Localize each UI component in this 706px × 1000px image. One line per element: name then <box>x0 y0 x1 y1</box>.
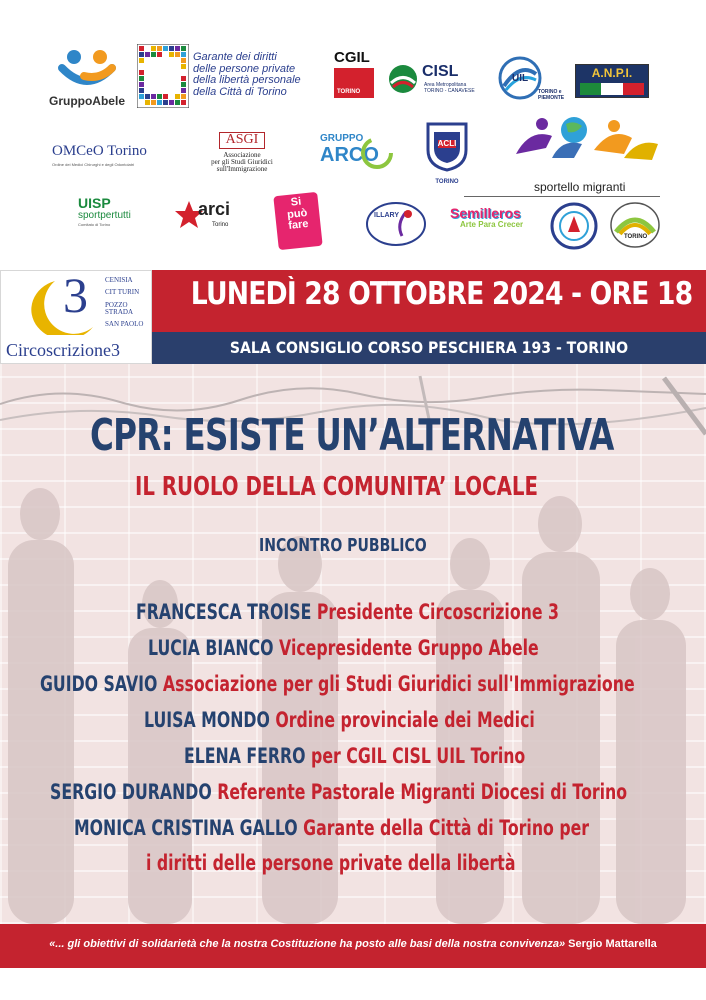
speaker-row <box>74 816 589 840</box>
cgil-logo <box>334 50 376 108</box>
area-cit-turin: CIT TURIN <box>105 288 140 297</box>
speaker-role: Presidente Circoscrizione 3 <box>316 600 559 624</box>
acli-label: ACLI <box>437 139 457 148</box>
speaker-row <box>144 708 535 732</box>
speaker-name: ELENA FERRO <box>184 744 306 768</box>
circoscrizione-logo <box>0 267 152 364</box>
circoscrizione-number: 3 <box>63 267 88 323</box>
speaker-row <box>136 600 559 624</box>
speaker-role: per CGIL CISL UIL Torino <box>311 744 526 768</box>
acli-sub: TORINO <box>435 179 459 185</box>
uisp-sub-2: Comitato di Torino <box>78 222 111 228</box>
sponsor-logos <box>0 0 706 262</box>
illary-flower-icon <box>366 202 426 246</box>
semilleros-label: Semilleros <box>450 205 521 221</box>
cisl-sub-2: TORINO - CANAVESE <box>424 88 475 94</box>
logo-divider-line <box>464 196 660 197</box>
uil-logo <box>498 56 564 106</box>
semilleros-sub: Arte Para Crecer <box>460 219 524 229</box>
illary-label: ILLARY <box>374 212 400 219</box>
speaker-row <box>40 672 635 696</box>
circoscrizione-areas <box>105 277 151 329</box>
uisp-logo <box>78 196 148 236</box>
torino-badge-logo <box>610 202 660 248</box>
asgi-sub-3: sull'Immigrazione <box>216 165 268 174</box>
asgi-label: ASGI <box>219 132 266 149</box>
event-venue: SALA CONSIGLIO CORSO PESCHIERA 193 - TORINO <box>229 338 629 357</box>
si-puo-fare-logo <box>273 192 322 250</box>
cisl-sub-1: Area Metropolitana <box>424 82 467 88</box>
speaker-role-continuation: i diritti delle persone private della libertà <box>146 851 516 875</box>
si-puo-fare-2: può <box>286 206 308 221</box>
arci-sub: Torino <box>212 222 229 228</box>
garante-line-4: della Città di Torino <box>193 85 287 98</box>
area-san-paolo: SAN PAOLO <box>105 320 144 329</box>
rainbow-badge-icon <box>610 202 660 248</box>
speaker-name: SERGIO DURANDO <box>50 780 212 804</box>
people-globe-icon <box>512 114 662 172</box>
event-date: LUNEDÌ 28 OTTOBRE 2024 - ORE 18 <box>190 276 693 312</box>
arco-ring-icon <box>360 136 394 170</box>
illary-logo <box>366 202 426 246</box>
sportello-label: sportello migranti <box>534 180 626 194</box>
arco-top-label: GRUPPO <box>320 133 364 144</box>
si-puo-fare-3: fare <box>287 218 310 233</box>
arco-label: ARCO <box>320 143 379 166</box>
speaker-name: LUISA MONDO <box>144 708 270 732</box>
event-type: INCONTRO PUBBLICO <box>259 535 427 556</box>
anpi-label: A.N.P.I. <box>591 66 633 80</box>
speaker-row <box>50 780 627 804</box>
asgi-logo <box>202 130 282 178</box>
garante-line-3: della libertà personale <box>193 74 301 87</box>
uil-label: UIL <box>512 73 529 84</box>
acli-logo <box>424 120 470 186</box>
cgil-label: CGIL <box>334 49 370 66</box>
uisp-label: UISP <box>78 195 111 211</box>
speaker-name: LUCIA BIANCO <box>148 636 274 660</box>
gruppo-abele-icon <box>44 46 130 90</box>
association-badge-logo <box>550 202 598 250</box>
speaker-role: Associazione per gli Studi Giuridici sull'Immigrazione <box>162 672 635 696</box>
asgi-sub-1: Associazione <box>223 150 261 159</box>
arci-logo <box>174 196 238 236</box>
footer-author: Sergio Mattarella <box>568 938 657 950</box>
speaker-role: Referente Pastorale Migranti Diocesi di Torino <box>217 780 628 804</box>
main-title: CPR: ESISTE UN’ALTERNATIVA <box>90 410 614 461</box>
garante-logo <box>137 44 189 108</box>
garante-mosaic-icon <box>137 44 189 108</box>
arci-label: arci <box>198 199 231 219</box>
anpi-logo <box>575 64 649 98</box>
cisl-label: CISL <box>422 63 459 80</box>
cgil-red-block <box>334 68 374 98</box>
uisp-sub: sportpertutti <box>78 209 131 221</box>
area-pozzo-strada: POZZO STRADA <box>105 300 134 317</box>
torino-badge-label: TORINO <box>624 234 648 240</box>
speaker-row <box>148 636 539 660</box>
omceo-label: OMCeO Torino <box>52 143 147 159</box>
speaker-name: GUIDO SAVIO <box>40 672 158 696</box>
garante-line-2: delle persone private <box>193 62 296 75</box>
gruppo-abele-label: GruppoAbele <box>48 94 125 108</box>
footer-quote-line <box>0 938 706 950</box>
circoscrizione-crescent-icon <box>3 273 113 335</box>
asgi-sub-2: per gli Studi Giuridici <box>211 158 273 167</box>
circoscrizione-name: Circoscrizione3 <box>6 340 120 360</box>
garante-line-1: Garante dei diritti <box>193 51 277 63</box>
cisl-icon <box>388 64 418 94</box>
speaker-role: Garante della Città di Torino per <box>303 816 590 840</box>
gruppo-abele-logo <box>44 46 130 108</box>
anpi-flag <box>580 83 644 95</box>
speaker-name: MONICA CRISTINA GALLO <box>74 816 298 840</box>
subtitle: IL RUOLO DELLA COMUNITA’ LOCALE <box>135 472 538 502</box>
sportello-migranti-logo <box>512 114 662 198</box>
gruppo-arco-logo <box>320 134 392 176</box>
cgil-sub-label: TORINO <box>337 89 361 96</box>
cisl-logo <box>388 64 482 104</box>
uil-sub-2: PIEMONTE <box>538 95 565 101</box>
speaker-role: Vicepresidente Gruppo Abele <box>279 636 539 660</box>
speaker-name: FRANCESCA TROISE <box>136 600 312 624</box>
area-cenisia: CENISIA <box>105 276 133 284</box>
omceo-sub: Ordine dei Medici Chirurghi e degli Odontoiatri <box>52 161 135 167</box>
garante-text <box>193 52 301 98</box>
omceo-logo <box>52 144 176 174</box>
footer-quote: «... gli obiettivi di solidarietà che la nostra Costituzione ha posto alle basi della nostra convivenza» <box>49 938 566 950</box>
speaker-row <box>184 744 525 768</box>
si-puo-fare-1: Si <box>290 195 302 209</box>
semilleros-logo <box>450 206 540 242</box>
uil-sub-1: TORINO e <box>538 89 562 95</box>
speaker-role: Ordine provinciale dei Medici <box>275 708 535 732</box>
round-badge-icon <box>550 202 598 250</box>
